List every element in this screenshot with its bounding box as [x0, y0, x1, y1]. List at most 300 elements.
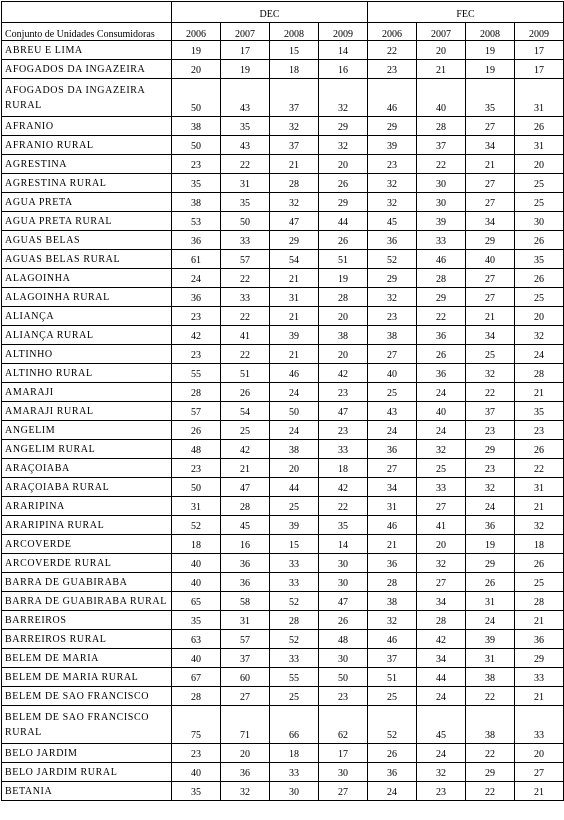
dec-value-cell: 22	[221, 345, 270, 364]
dec-value-cell: 67	[172, 668, 221, 687]
fec-value-cell: 34	[466, 326, 515, 345]
fec-value-cell: 28	[417, 611, 466, 630]
fec-value-cell: 22	[417, 307, 466, 326]
fec-value-cell: 25	[466, 345, 515, 364]
fec-value-cell: 32	[368, 288, 417, 307]
fec-value-cell: 52	[368, 250, 417, 269]
dec-value-cell: 23	[319, 383, 368, 402]
dec-value-cell: 43	[221, 79, 270, 117]
dec-value-cell: 21	[221, 459, 270, 478]
table-row	[2, 516, 564, 535]
dec-value-cell: 25	[270, 687, 319, 706]
year-header: 2006	[368, 23, 417, 41]
unit-name-cell: ALTINHO	[2, 345, 172, 364]
fec-value-cell: 24	[417, 383, 466, 402]
unit-name-cell: BARREIROS RURAL	[2, 630, 172, 649]
dec-value-cell: 15	[270, 535, 319, 554]
dec-value-cell: 16	[221, 535, 270, 554]
fec-value-cell: 32	[368, 193, 417, 212]
fec-value-cell: 27	[466, 174, 515, 193]
unit-name-cell: AFRANIO	[2, 117, 172, 136]
unit-name-cell: ALAGOINHA RURAL	[2, 288, 172, 307]
unit-name-cell: ALIANÇA RURAL	[2, 326, 172, 345]
unit-name-cell: BELO JARDIM	[2, 744, 172, 763]
dec-value-cell: 55	[270, 668, 319, 687]
dec-value-cell: 31	[172, 497, 221, 516]
unit-name-cell: BELEM DE MARIA RURAL	[2, 668, 172, 687]
dec-value-cell: 22	[319, 497, 368, 516]
fec-value-cell: 21	[515, 497, 564, 516]
unit-name-cell: ARARIPINA	[2, 497, 172, 516]
fec-value-cell: 29	[466, 554, 515, 573]
unit-name-cell: ARCOVERDE RURAL	[2, 554, 172, 573]
dec-value-cell: 28	[172, 383, 221, 402]
dec-value-cell: 29	[319, 193, 368, 212]
dec-value-cell: 50	[221, 212, 270, 231]
fec-value-cell: 40	[368, 364, 417, 383]
fec-value-cell: 27	[368, 459, 417, 478]
table-row	[2, 478, 564, 497]
fec-value-cell: 29	[466, 763, 515, 782]
fec-value-cell: 24	[466, 497, 515, 516]
unit-name-cell: ARAÇOIABA RURAL	[2, 478, 172, 497]
table-row	[2, 193, 564, 212]
dec-value-cell: 42	[221, 440, 270, 459]
dec-value-cell: 32	[319, 136, 368, 155]
fec-value-cell: 36	[368, 231, 417, 250]
unit-name-cell: ANGELIM RURAL	[2, 440, 172, 459]
fec-value-cell: 42	[417, 630, 466, 649]
unit-name-cell: BARRA DE GUABIRABA	[2, 573, 172, 592]
fec-value-cell: 24	[417, 744, 466, 763]
table-row	[2, 497, 564, 516]
fec-value-cell: 24	[368, 782, 417, 801]
fec-value-cell: 37	[368, 649, 417, 668]
unit-name-cell: ALIANÇA	[2, 307, 172, 326]
dec-value-cell: 36	[172, 288, 221, 307]
fec-value-cell: 28	[515, 364, 564, 383]
fec-value-cell: 29	[368, 117, 417, 136]
fec-value-cell: 24	[417, 687, 466, 706]
table-row	[2, 60, 564, 79]
dec-value-cell: 28	[270, 611, 319, 630]
dec-value-cell: 40	[172, 649, 221, 668]
dec-value-cell: 43	[221, 136, 270, 155]
dec-value-cell: 30	[270, 782, 319, 801]
fec-value-cell: 31	[515, 79, 564, 117]
dec-value-cell: 25	[270, 497, 319, 516]
fec-value-cell: 46	[368, 516, 417, 535]
fec-value-cell: 23	[417, 782, 466, 801]
fec-value-cell: 23	[368, 155, 417, 174]
dec-value-cell: 57	[221, 630, 270, 649]
dec-value-cell: 19	[221, 60, 270, 79]
unit-name-cell: AGUAS BELAS RURAL	[2, 250, 172, 269]
fec-value-cell: 30	[515, 212, 564, 231]
dec-value-cell: 30	[319, 763, 368, 782]
consumer-units-table	[1, 1, 564, 801]
unit-name-cell: ARCOVERDE	[2, 535, 172, 554]
fec-value-cell: 21	[515, 782, 564, 801]
dec-value-cell: 29	[319, 117, 368, 136]
dec-value-cell: 35	[221, 193, 270, 212]
fec-value-cell: 25	[515, 573, 564, 592]
fec-value-cell: 23	[515, 421, 564, 440]
dec-value-cell: 17	[221, 41, 270, 60]
fec-value-cell: 38	[368, 592, 417, 611]
dec-value-cell: 31	[221, 611, 270, 630]
fec-value-cell: 31	[515, 478, 564, 497]
fec-value-cell: 24	[466, 611, 515, 630]
fec-value-cell: 22	[515, 459, 564, 478]
fec-value-cell: 26	[515, 231, 564, 250]
year-header: 2007	[221, 23, 270, 41]
fec-value-cell: 36	[417, 326, 466, 345]
dec-value-cell: 26	[221, 383, 270, 402]
table-row	[2, 459, 564, 478]
table-row	[2, 250, 564, 269]
fec-value-cell: 32	[466, 478, 515, 497]
fec-value-cell: 37	[466, 402, 515, 421]
fec-value-cell: 45	[368, 212, 417, 231]
dec-value-cell: 20	[172, 60, 221, 79]
unit-name-cell: BELEM DE SAO FRANCISCO	[2, 687, 172, 706]
unit-name-cell: BELO JARDIM RURAL	[2, 763, 172, 782]
table-row	[2, 668, 564, 687]
dec-value-cell: 38	[270, 440, 319, 459]
unit-name-cell: AGRESTINA RURAL	[2, 174, 172, 193]
dec-value-cell: 20	[221, 744, 270, 763]
fec-value-cell: 22	[466, 383, 515, 402]
fec-value-cell: 22	[417, 155, 466, 174]
dec-value-cell: 28	[221, 497, 270, 516]
fec-value-cell: 39	[368, 136, 417, 155]
unit-name-cell: AGUA PRETA	[2, 193, 172, 212]
year-header: 2008	[466, 23, 515, 41]
dec-value-cell: 45	[221, 516, 270, 535]
dec-value-cell: 57	[172, 402, 221, 421]
fec-value-cell: 34	[466, 212, 515, 231]
dec-value-cell: 27	[319, 782, 368, 801]
dec-value-cell: 40	[172, 573, 221, 592]
unit-name-cell: ARAÇOIABA	[2, 459, 172, 478]
dec-value-cell: 60	[221, 668, 270, 687]
fec-value-cell: 21	[417, 60, 466, 79]
unit-name-header: Conjunto de Unidades Consumidoras	[2, 23, 172, 41]
fec-value-cell: 29	[515, 649, 564, 668]
dec-value-cell: 44	[270, 478, 319, 497]
fec-value-cell: 31	[466, 592, 515, 611]
fec-value-cell: 32	[417, 554, 466, 573]
fec-value-cell: 24	[515, 345, 564, 364]
fec-value-cell: 32	[515, 516, 564, 535]
dec-value-cell: 21	[270, 307, 319, 326]
table-row	[2, 364, 564, 383]
fec-value-cell: 23	[368, 60, 417, 79]
fec-value-cell: 24	[417, 421, 466, 440]
fec-value-cell: 29	[466, 440, 515, 459]
fec-value-cell: 52	[368, 706, 417, 744]
unit-name-cell: BELEM DE MARIA	[2, 649, 172, 668]
unit-name-cell: AGUA PRETA RURAL	[2, 212, 172, 231]
dec-value-cell: 35	[172, 611, 221, 630]
dec-value-cell: 20	[270, 459, 319, 478]
table-row	[2, 41, 564, 60]
fec-value-cell: 27	[515, 763, 564, 782]
year-header: 2009	[515, 23, 564, 41]
table-row	[2, 79, 564, 117]
empty-corner-cell	[2, 2, 172, 23]
fec-value-cell: 20	[417, 535, 466, 554]
table-row	[2, 269, 564, 288]
fec-value-cell: 17	[515, 60, 564, 79]
dec-value-cell: 51	[221, 364, 270, 383]
fec-value-cell: 23	[466, 421, 515, 440]
dec-value-cell: 38	[319, 326, 368, 345]
fec-value-cell: 46	[368, 630, 417, 649]
unit-name-cell: AFOGADOS DA INGAZEIRA RURAL	[2, 79, 172, 117]
year-header-row	[2, 23, 564, 41]
fec-value-cell: 27	[466, 288, 515, 307]
dec-value-cell: 50	[172, 79, 221, 117]
dec-value-cell: 44	[319, 212, 368, 231]
dec-value-cell: 38	[172, 117, 221, 136]
table-body	[2, 41, 564, 801]
fec-value-cell: 37	[417, 136, 466, 155]
fec-value-cell: 21	[368, 535, 417, 554]
dec-value-cell: 48	[319, 630, 368, 649]
unit-name-cell: BELEM DE SAO FRANCISCO RURAL	[2, 706, 172, 744]
fec-value-cell: 26	[368, 744, 417, 763]
unit-name-cell: BARREIROS	[2, 611, 172, 630]
dec-value-cell: 33	[319, 440, 368, 459]
dec-value-cell: 47	[319, 402, 368, 421]
fec-value-cell: 38	[466, 706, 515, 744]
dec-value-cell: 41	[221, 326, 270, 345]
dec-value-cell: 75	[172, 706, 221, 744]
dec-value-cell: 20	[319, 345, 368, 364]
dec-value-cell: 14	[319, 41, 368, 60]
fec-value-cell: 19	[466, 41, 515, 60]
fec-value-cell: 20	[515, 744, 564, 763]
fec-value-cell: 36	[466, 516, 515, 535]
table-row	[2, 326, 564, 345]
fec-value-cell: 27	[466, 193, 515, 212]
fec-value-cell: 26	[417, 345, 466, 364]
dec-value-cell: 62	[319, 706, 368, 744]
fec-value-cell: 20	[515, 155, 564, 174]
unit-name-cell: BETANIA	[2, 782, 172, 801]
dec-value-cell: 20	[319, 307, 368, 326]
dec-value-cell: 42	[319, 364, 368, 383]
group-header-row	[2, 2, 564, 23]
dec-value-cell: 28	[319, 288, 368, 307]
dec-value-cell: 33	[270, 554, 319, 573]
dec-value-cell: 28	[172, 687, 221, 706]
dec-value-cell: 35	[221, 117, 270, 136]
fec-value-cell: 33	[515, 668, 564, 687]
fec-value-cell: 26	[466, 573, 515, 592]
dec-value-cell: 52	[172, 516, 221, 535]
dec-value-cell: 50	[172, 136, 221, 155]
unit-name-cell: AFOGADOS DA INGAZEIRA	[2, 60, 172, 79]
dec-value-cell: 33	[221, 288, 270, 307]
dec-value-cell: 22	[221, 269, 270, 288]
dec-value-cell: 42	[319, 478, 368, 497]
fec-value-cell: 29	[466, 231, 515, 250]
dec-value-cell: 23	[319, 687, 368, 706]
fec-value-cell: 26	[515, 554, 564, 573]
fec-value-cell: 38	[466, 668, 515, 687]
table-row	[2, 763, 564, 782]
dec-value-cell: 23	[172, 307, 221, 326]
fec-value-cell: 39	[466, 630, 515, 649]
year-header: 2008	[270, 23, 319, 41]
dec-value-cell: 39	[270, 326, 319, 345]
fec-value-cell: 36	[515, 630, 564, 649]
fec-value-cell: 22	[466, 744, 515, 763]
fec-value-cell: 26	[515, 117, 564, 136]
dec-value-cell: 48	[172, 440, 221, 459]
unit-name-cell: ALAGOINHA	[2, 269, 172, 288]
year-header: 2009	[319, 23, 368, 41]
fec-value-cell: 21	[515, 383, 564, 402]
table-row	[2, 554, 564, 573]
fec-value-cell: 44	[417, 668, 466, 687]
dec-value-cell: 50	[270, 402, 319, 421]
dec-value-cell: 16	[319, 60, 368, 79]
fec-value-cell: 31	[466, 649, 515, 668]
dec-value-cell: 23	[172, 459, 221, 478]
table-row	[2, 345, 564, 364]
dec-value-cell: 36	[221, 763, 270, 782]
year-header: 2006	[172, 23, 221, 41]
dec-value-cell: 33	[270, 649, 319, 668]
dec-value-cell: 24	[270, 383, 319, 402]
fec-value-cell: 34	[417, 649, 466, 668]
fec-value-cell: 34	[417, 592, 466, 611]
dec-value-cell: 57	[221, 250, 270, 269]
dec-value-cell: 26	[319, 611, 368, 630]
dec-value-cell: 35	[172, 174, 221, 193]
fec-value-cell: 40	[466, 250, 515, 269]
dec-value-cell: 20	[319, 155, 368, 174]
dec-value-cell: 36	[172, 231, 221, 250]
table-row	[2, 402, 564, 421]
dec-value-cell: 26	[172, 421, 221, 440]
dec-value-cell: 52	[270, 592, 319, 611]
table-row	[2, 231, 564, 250]
dec-value-cell: 52	[270, 630, 319, 649]
fec-value-cell: 25	[368, 383, 417, 402]
dec-value-cell: 15	[270, 41, 319, 60]
dec-value-cell: 63	[172, 630, 221, 649]
fec-value-cell: 36	[368, 763, 417, 782]
dec-value-cell: 66	[270, 706, 319, 744]
dec-value-cell: 23	[172, 155, 221, 174]
dec-value-cell: 32	[270, 193, 319, 212]
unit-name-cell: ANGELIM	[2, 421, 172, 440]
fec-value-cell: 25	[515, 193, 564, 212]
dec-value-cell: 18	[319, 459, 368, 478]
unit-name-cell: AGUAS BELAS	[2, 231, 172, 250]
dec-value-cell: 30	[319, 573, 368, 592]
table-row	[2, 383, 564, 402]
fec-value-cell: 28	[515, 592, 564, 611]
dec-value-cell: 50	[172, 478, 221, 497]
dec-value-cell: 47	[221, 478, 270, 497]
fec-value-cell: 22	[368, 41, 417, 60]
year-header: 2007	[417, 23, 466, 41]
dec-value-cell: 36	[221, 554, 270, 573]
table-row	[2, 782, 564, 801]
fec-value-cell: 25	[417, 459, 466, 478]
fec-value-cell: 36	[368, 554, 417, 573]
fec-value-cell: 35	[515, 402, 564, 421]
table-row	[2, 421, 564, 440]
dec-value-cell: 39	[270, 516, 319, 535]
fec-value-cell: 29	[417, 288, 466, 307]
fec-value-cell: 34	[368, 478, 417, 497]
table-row	[2, 535, 564, 554]
dec-value-cell: 21	[270, 155, 319, 174]
dec-value-cell: 40	[172, 763, 221, 782]
fec-value-cell: 26	[515, 269, 564, 288]
fec-value-cell: 28	[417, 117, 466, 136]
fec-value-cell: 23	[368, 307, 417, 326]
dec-value-cell: 71	[221, 706, 270, 744]
fec-value-cell: 32	[368, 174, 417, 193]
dec-value-cell: 46	[270, 364, 319, 383]
dec-value-cell: 26	[319, 231, 368, 250]
fec-value-cell: 31	[368, 497, 417, 516]
table-row	[2, 649, 564, 668]
unit-name-cell: AMARAJI	[2, 383, 172, 402]
dec-value-cell: 19	[172, 41, 221, 60]
dec-value-cell: 22	[221, 307, 270, 326]
fec-value-cell: 23	[466, 459, 515, 478]
fec-value-cell: 40	[417, 79, 466, 117]
dec-value-cell: 54	[270, 250, 319, 269]
fec-value-cell: 21	[515, 687, 564, 706]
dec-value-cell: 31	[270, 288, 319, 307]
fec-value-cell: 35	[515, 250, 564, 269]
dec-group-header: DEC	[172, 2, 368, 23]
table-row	[2, 155, 564, 174]
dec-value-cell: 18	[270, 744, 319, 763]
dec-value-cell: 33	[221, 231, 270, 250]
dec-value-cell: 50	[319, 668, 368, 687]
dec-value-cell: 23	[172, 345, 221, 364]
dec-value-cell: 58	[221, 592, 270, 611]
fec-value-cell: 28	[368, 573, 417, 592]
fec-value-cell: 27	[368, 345, 417, 364]
fec-value-cell: 24	[368, 421, 417, 440]
dec-value-cell: 55	[172, 364, 221, 383]
dec-value-cell: 54	[221, 402, 270, 421]
dec-value-cell: 24	[270, 421, 319, 440]
dec-value-cell: 24	[172, 269, 221, 288]
dec-value-cell: 47	[319, 592, 368, 611]
fec-value-cell: 32	[466, 364, 515, 383]
dec-value-cell: 37	[270, 79, 319, 117]
fec-value-cell: 28	[417, 269, 466, 288]
fec-value-cell: 25	[368, 687, 417, 706]
fec-value-cell: 39	[417, 212, 466, 231]
dec-value-cell: 21	[270, 269, 319, 288]
table-row	[2, 307, 564, 326]
fec-value-cell: 36	[368, 440, 417, 459]
